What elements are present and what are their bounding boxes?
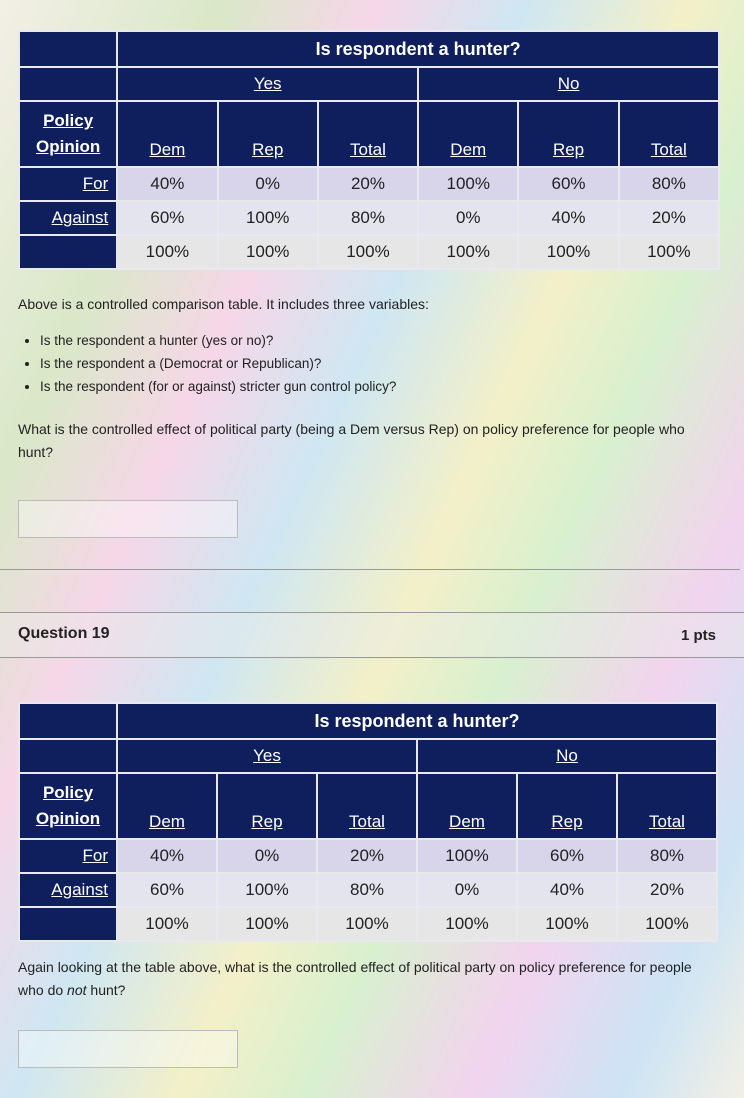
table-cell: 60% [117, 201, 217, 235]
column-header-total[interactable] [619, 101, 719, 167]
variable-item: • Is the respondent (for or against) stricter gun control policy? [40, 375, 396, 398]
row-label [19, 235, 117, 269]
table-cell: 100% [218, 235, 318, 269]
table-cell: 40% [117, 167, 217, 201]
question-19-title: Question 19 [18, 625, 110, 642]
column-header-dem[interactable] [417, 773, 517, 839]
group-header-yes-link[interactable]: Yes [253, 746, 281, 765]
column-header-total-link[interactable]: Total [350, 140, 386, 159]
table-cell: 80% [617, 839, 717, 873]
table-cell: 20% [619, 201, 719, 235]
table-cell: 80% [317, 873, 417, 907]
comparison-table-1 [18, 30, 720, 270]
column-header-total[interactable] [318, 101, 418, 167]
table-row [19, 907, 717, 941]
group-header-yes[interactable] [117, 67, 418, 101]
column-header-total[interactable] [617, 773, 717, 839]
row-label[interactable] [19, 873, 117, 907]
column-header-dem-link[interactable]: Dem [149, 140, 186, 159]
row-label-link[interactable]: Against [51, 880, 108, 899]
table-cell: 100% [217, 873, 317, 907]
table-cell: 100% [518, 235, 618, 269]
table-cell: 40% [517, 873, 617, 907]
table-cell: 100% [117, 235, 217, 269]
corner-cell [19, 703, 117, 739]
table-cell: 20% [318, 167, 418, 201]
table-cell: 60% [117, 873, 217, 907]
column-header-total-link[interactable]: Total [649, 812, 685, 831]
table-cell: 100% [318, 235, 418, 269]
column-header-rep[interactable] [517, 773, 617, 839]
question-19-text-a: Again looking at the table above, what is the controlled effect of political party on policy preference for people who do [18, 959, 692, 998]
table-cell: 100% [418, 167, 518, 201]
table-cell: 100% [619, 235, 719, 269]
corner-cell [19, 31, 117, 67]
group-header-no-link[interactable]: No [557, 74, 580, 93]
column-header-dem-link[interactable]: Dem [449, 812, 485, 831]
comparison-table-2 [18, 702, 718, 942]
table-row [19, 167, 719, 201]
group-header-yes[interactable] [117, 739, 417, 773]
table-cell: 100% [517, 907, 617, 941]
table-cell: 100% [417, 907, 517, 941]
table-cell: 60% [518, 167, 618, 201]
empty-cell [19, 739, 117, 773]
table-cell: 80% [318, 201, 418, 235]
column-header-rep[interactable] [218, 101, 318, 167]
column-header-dem[interactable] [117, 773, 217, 839]
table-cell: 100% [218, 201, 318, 235]
question-18-text: What is the controlled effect of political party (being a Dem versus Rep) on policy preference for people who hunt? [18, 421, 685, 460]
group-header-yes-link[interactable]: Yes [253, 74, 282, 93]
column-header-rep[interactable] [217, 773, 317, 839]
empty-cell [19, 67, 117, 101]
table-row [19, 839, 717, 873]
policy-opinion-header [19, 773, 117, 839]
variables-list [40, 329, 396, 398]
policy-opinion-link[interactable]: Policy [43, 111, 94, 130]
table-cell: 100% [217, 907, 317, 941]
question-19-answer-input[interactable] [18, 1030, 238, 1068]
variable-item: • Is the respondent a (Democrat or Republican)? [40, 352, 396, 375]
table-cell: 80% [619, 167, 719, 201]
policy-opinion-link[interactable]: Opinion [36, 137, 101, 156]
column-header-total[interactable] [317, 773, 417, 839]
table-row [19, 873, 717, 907]
table-cell: 0% [218, 167, 318, 201]
intro-text: Above is a controlled comparison table. It includes three variables: [18, 296, 429, 312]
question-19-points: 1 pts [680, 627, 716, 644]
column-header-dem[interactable] [117, 101, 217, 167]
question-19-text-b: hunt? [86, 982, 126, 998]
policy-opinion-link[interactable]: Policy [42, 783, 94, 802]
column-header-dem-link[interactable]: Dem [149, 812, 185, 831]
group-header-no[interactable] [418, 67, 719, 101]
question-18-answer-input[interactable] [18, 500, 238, 538]
policy-opinion-link[interactable]: Opinion [35, 809, 101, 828]
table-title: Is respondent a hunter? [117, 703, 717, 739]
question-19-header [0, 612, 744, 658]
table-cell: 100% [418, 235, 518, 269]
row-label [19, 907, 117, 941]
question-19-text-em: not [67, 982, 87, 998]
column-header-total-link[interactable]: Total [650, 140, 687, 159]
row-label[interactable] [19, 839, 117, 873]
row-label-link[interactable]: Against [51, 208, 109, 227]
row-label[interactable] [19, 167, 117, 201]
group-header-no-link[interactable]: No [556, 746, 578, 765]
column-header-rep[interactable] [518, 101, 618, 167]
table-cell: 40% [518, 201, 618, 235]
column-header-dem-link[interactable]: Dem [450, 140, 487, 159]
table-cell: 40% [117, 839, 217, 873]
row-label-link[interactable]: For [82, 846, 108, 865]
table-cell: 60% [517, 839, 617, 873]
policy-opinion-header [19, 101, 117, 167]
column-header-rep-link[interactable]: Rep [552, 140, 585, 159]
table-cell: 100% [317, 907, 417, 941]
table-cell: 100% [617, 907, 717, 941]
question-19-text [18, 956, 708, 1002]
row-label-link[interactable]: For [82, 174, 109, 193]
table-cell: 0% [417, 873, 517, 907]
table-cell: 20% [617, 873, 717, 907]
table-row [19, 201, 719, 235]
column-header-rep-link[interactable]: Rep [252, 140, 284, 159]
column-header-rep-link[interactable]: Rep [251, 812, 283, 831]
table-cell: 20% [317, 839, 417, 873]
column-header-total-link[interactable]: Total [349, 812, 385, 831]
variable-item: • Is the respondent a hunter (yes or no)? [40, 329, 396, 352]
table-cell: 100% [417, 839, 517, 873]
row-label[interactable] [19, 201, 117, 235]
column-header-rep-link[interactable]: Rep [551, 812, 583, 831]
table-row [19, 235, 719, 269]
column-header-dem[interactable] [418, 101, 518, 167]
table-cell: 0% [217, 839, 317, 873]
table-cell: 0% [418, 201, 518, 235]
table-title: Is respondent a hunter? [117, 31, 719, 67]
group-header-no[interactable] [417, 739, 717, 773]
table-cell: 100% [117, 907, 217, 941]
